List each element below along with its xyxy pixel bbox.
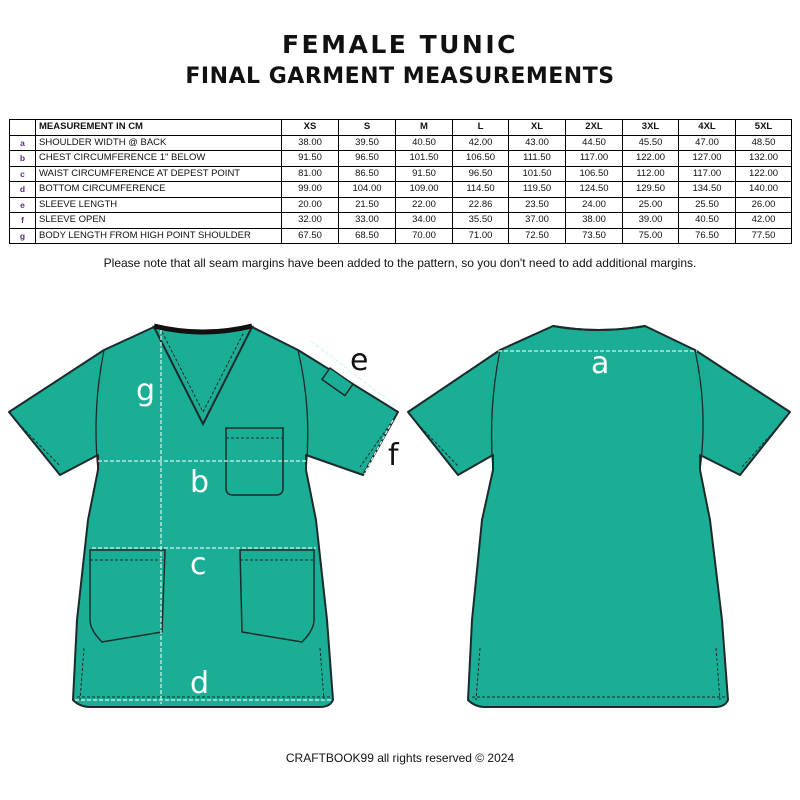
header-size: 2XL — [566, 120, 623, 136]
table-cell: 71.00 — [453, 228, 509, 244]
table-cell: 67.50 — [282, 228, 339, 244]
table-cell: 134.50 — [679, 182, 736, 198]
table-cell: 111.50 — [509, 151, 566, 167]
table-cell: 23.50 — [509, 197, 566, 213]
header-size: 5XL — [736, 120, 792, 136]
row-label: CHEST CIRCUMFERENCE 1" BELOW — [36, 151, 282, 167]
table-cell: 104.00 — [339, 182, 396, 198]
table-cell: 72.50 — [509, 228, 566, 244]
row-label: SLEEVE LENGTH — [36, 197, 282, 213]
table-cell: 73.50 — [566, 228, 623, 244]
back-body — [408, 326, 790, 707]
page-subtitle: FINAL GARMENT MEASUREMENTS — [185, 64, 615, 89]
table-cell: 132.00 — [736, 151, 792, 167]
row-label: SLEEVE OPEN — [36, 213, 282, 229]
table-cell: 37.00 — [509, 213, 566, 229]
seam-margin-note: Please note that all seam margins have been added to the pattern, so you don't need to add additional margins. — [103, 256, 697, 270]
table-cell: 33.00 — [339, 213, 396, 229]
row-label: BODY LENGTH FROM HIGH POINT SHOULDER — [36, 228, 282, 244]
row-code: b — [10, 151, 36, 167]
label-e: e — [350, 343, 369, 378]
table-cell: 21.50 — [339, 197, 396, 213]
row-code: g — [10, 228, 36, 244]
table-cell: 129.50 — [623, 182, 679, 198]
header-size: M — [396, 120, 453, 136]
table-cell: 101.50 — [509, 166, 566, 182]
table-cell: 22.00 — [396, 197, 453, 213]
table-cell: 34.00 — [396, 213, 453, 229]
header-size: XS — [282, 120, 339, 136]
table-cell: 22.86 — [453, 197, 509, 213]
table-cell: 39.50 — [339, 135, 396, 151]
table-cell: 75.00 — [623, 228, 679, 244]
header-size: S — [339, 120, 396, 136]
table-cell: 140.00 — [736, 182, 792, 198]
table-cell: 26.00 — [736, 197, 792, 213]
table-cell: 127.00 — [679, 151, 736, 167]
row-label: SHOULDER WIDTH @ BACK — [36, 135, 282, 151]
label-a: a — [591, 346, 610, 381]
back-tunic-diagram — [408, 326, 790, 707]
label-d: d — [190, 666, 210, 701]
table-cell: 39.00 — [623, 213, 679, 229]
table-cell: 124.50 — [566, 182, 623, 198]
table-cell: 96.50 — [453, 166, 509, 182]
page-title: FEMALE TUNIC — [281, 30, 519, 59]
table-cell: 40.50 — [396, 135, 453, 151]
header-measurement-label: MEASUREMENT IN CM — [36, 120, 282, 136]
table-cell: 109.00 — [396, 182, 453, 198]
table-cell: 25.50 — [679, 197, 736, 213]
table-cell: 112.00 — [623, 166, 679, 182]
header-size: 4XL — [679, 120, 736, 136]
table-cell: 117.00 — [566, 151, 623, 167]
table-cell: 114.50 — [453, 182, 509, 198]
table-cell: 70.00 — [396, 228, 453, 244]
table-cell: 122.00 — [623, 151, 679, 167]
table-cell: 99.00 — [282, 182, 339, 198]
table-cell: 119.50 — [509, 182, 566, 198]
left-lower-pocket — [90, 550, 165, 642]
table-cell: 101.50 — [396, 151, 453, 167]
table-cell: 24.00 — [566, 197, 623, 213]
table-cell: 32.00 — [282, 213, 339, 229]
copyright-footer: CRAFTBOOK99 all rights reserved © 2024 — [285, 751, 515, 765]
table-cell: 76.50 — [679, 228, 736, 244]
table-cell: 68.50 — [339, 228, 396, 244]
row-code: d — [10, 182, 36, 198]
row-code: c — [10, 166, 36, 182]
row-label: WAIST CIRCUMFERENCE AT DEPEST POINT — [36, 166, 282, 182]
table-cell: 91.50 — [396, 166, 453, 182]
table-cell: 38.00 — [282, 135, 339, 151]
table-cell: 40.50 — [679, 213, 736, 229]
table-cell: 106.50 — [566, 166, 623, 182]
table-cell: 42.00 — [736, 213, 792, 229]
table-cell: 96.50 — [339, 151, 396, 167]
table-cell: 45.50 — [623, 135, 679, 151]
front-tunic-diagram — [9, 326, 400, 707]
table-cell: 77.50 — [736, 228, 792, 244]
table-cell: 91.50 — [282, 151, 339, 167]
label-g: g — [136, 373, 156, 408]
table-cell: 106.50 — [453, 151, 509, 167]
row-label: BOTTOM CIRCUMFERENCE — [36, 182, 282, 198]
row-code: e — [10, 197, 36, 213]
table-cell: 42.00 — [453, 135, 509, 151]
table-cell: 47.00 — [679, 135, 736, 151]
table-cell: 81.00 — [282, 166, 339, 182]
label-c: c — [190, 547, 207, 582]
table-cell: 20.00 — [282, 197, 339, 213]
table-cell: 117.00 — [679, 166, 736, 182]
table-cell: 44.50 — [566, 135, 623, 151]
table-cell: 38.00 — [566, 213, 623, 229]
header-size: XL — [509, 120, 566, 136]
table-cell: 48.50 — [736, 135, 792, 151]
header-size: 3XL — [623, 120, 679, 136]
table-cell: 86.50 — [339, 166, 396, 182]
label-b: b — [190, 465, 210, 500]
row-code: f — [10, 213, 36, 229]
label-f: f — [388, 438, 399, 473]
table-cell: 43.00 — [509, 135, 566, 151]
table-cell: 35.50 — [453, 213, 509, 229]
header-size: L — [453, 120, 509, 136]
right-lower-pocket — [240, 550, 314, 642]
table-cell: 122.00 — [736, 166, 792, 182]
table-cell: 25.00 — [623, 197, 679, 213]
row-code: a — [10, 135, 36, 151]
